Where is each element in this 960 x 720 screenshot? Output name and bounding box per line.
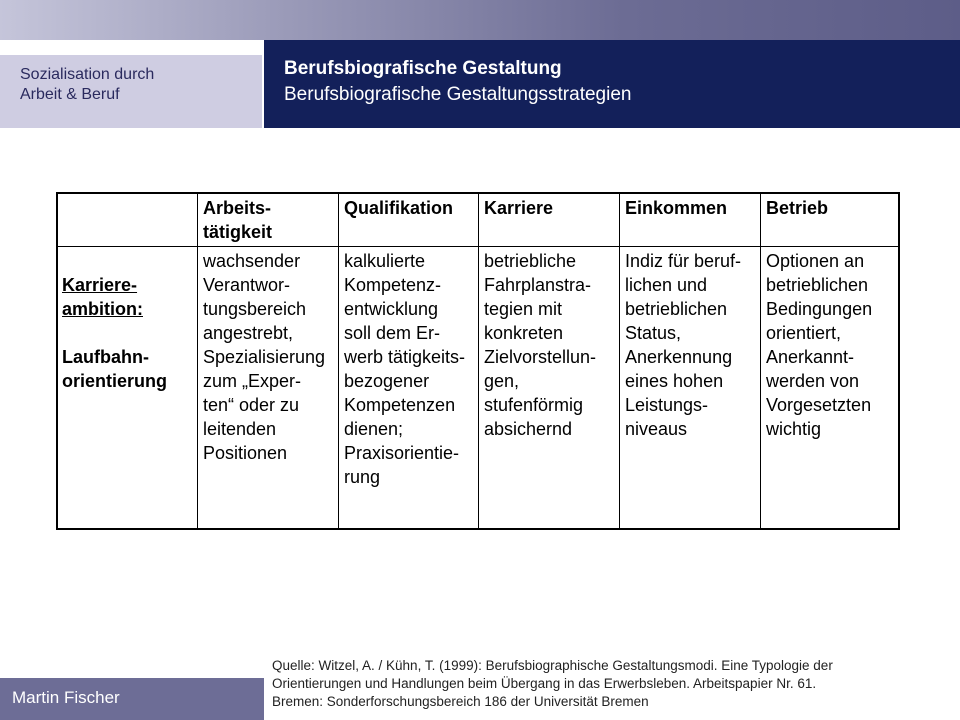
topic-panel bbox=[0, 55, 262, 128]
row-heading-karriereambition: Karriere- ambition: bbox=[62, 275, 143, 319]
header-cell-einkommen: Einkommen bbox=[620, 194, 761, 247]
row-heading-laufbahnorientierung: Laufbahn- orientierung bbox=[62, 347, 168, 391]
header-cell-karriere: Karriere bbox=[479, 194, 620, 247]
topic-line-1: Sozialisation durch bbox=[20, 66, 155, 83]
strategy-table bbox=[56, 192, 900, 530]
title-panel bbox=[264, 40, 960, 128]
header-gradient-strip bbox=[0, 0, 960, 40]
table-row bbox=[58, 247, 899, 529]
cell-betrieb: Optionen an betrieblichen Bedingungen orientiert, Anerkannt- werden von Vorgesetzten wichtig bbox=[761, 247, 899, 529]
footer-bar bbox=[0, 678, 264, 720]
header-cell-arbeitstaetigkeit: Arbeits- tätigkeit bbox=[198, 194, 339, 247]
topic-line-2: Arbeit & Beruf bbox=[20, 86, 120, 103]
header-cell-betrieb: Betrieb bbox=[761, 194, 899, 247]
cell-qualifikation: kalkulierte Kompetenz- entwicklung soll dem Er- werb tätigkeits- bezogener Kompetenzen dienen; Praxisorientie- rung bbox=[339, 247, 479, 529]
cell-arbeitstaetigkeit: wachsender Verantwor- tungsbereich angestrebt, Spezialisierung zum „Exper- ten“ oder zu leitenden Positionen bbox=[198, 247, 339, 529]
header-cell-empty bbox=[58, 194, 198, 247]
cell-einkommen: Indiz für beruf- lichen und betrieblichen Status, Anerkennung eines hohen Leistungs- niveaus bbox=[620, 247, 761, 529]
author-name: Martin Fischer bbox=[12, 688, 120, 707]
table-header-row bbox=[58, 194, 899, 247]
row-heading-cell bbox=[58, 247, 198, 529]
source-citation: Quelle: Witzel, A. / Kühn, T. (1999): Berufsbiographische Gestaltungsmodi. Eine Typologie der Orientierungen und Handlungen beim Übergang in das Erwerbsleben. Arbeitspapier Nr. 61. Bremen: Sonderforschungsbereich 186 der Universität Bremen bbox=[272, 658, 833, 709]
slide-title: Berufsbiografische Gestaltung bbox=[284, 58, 562, 79]
header-cell-qualifikation: Qualifikation bbox=[339, 194, 479, 247]
cell-karriere: betriebliche Fahrplanstra- tegien mit konkreten Zielvorstellun- gen, stufenförmig absichernd bbox=[479, 247, 620, 529]
slide-subtitle: Berufsbiografische Gestaltungsstrategien bbox=[284, 84, 632, 105]
